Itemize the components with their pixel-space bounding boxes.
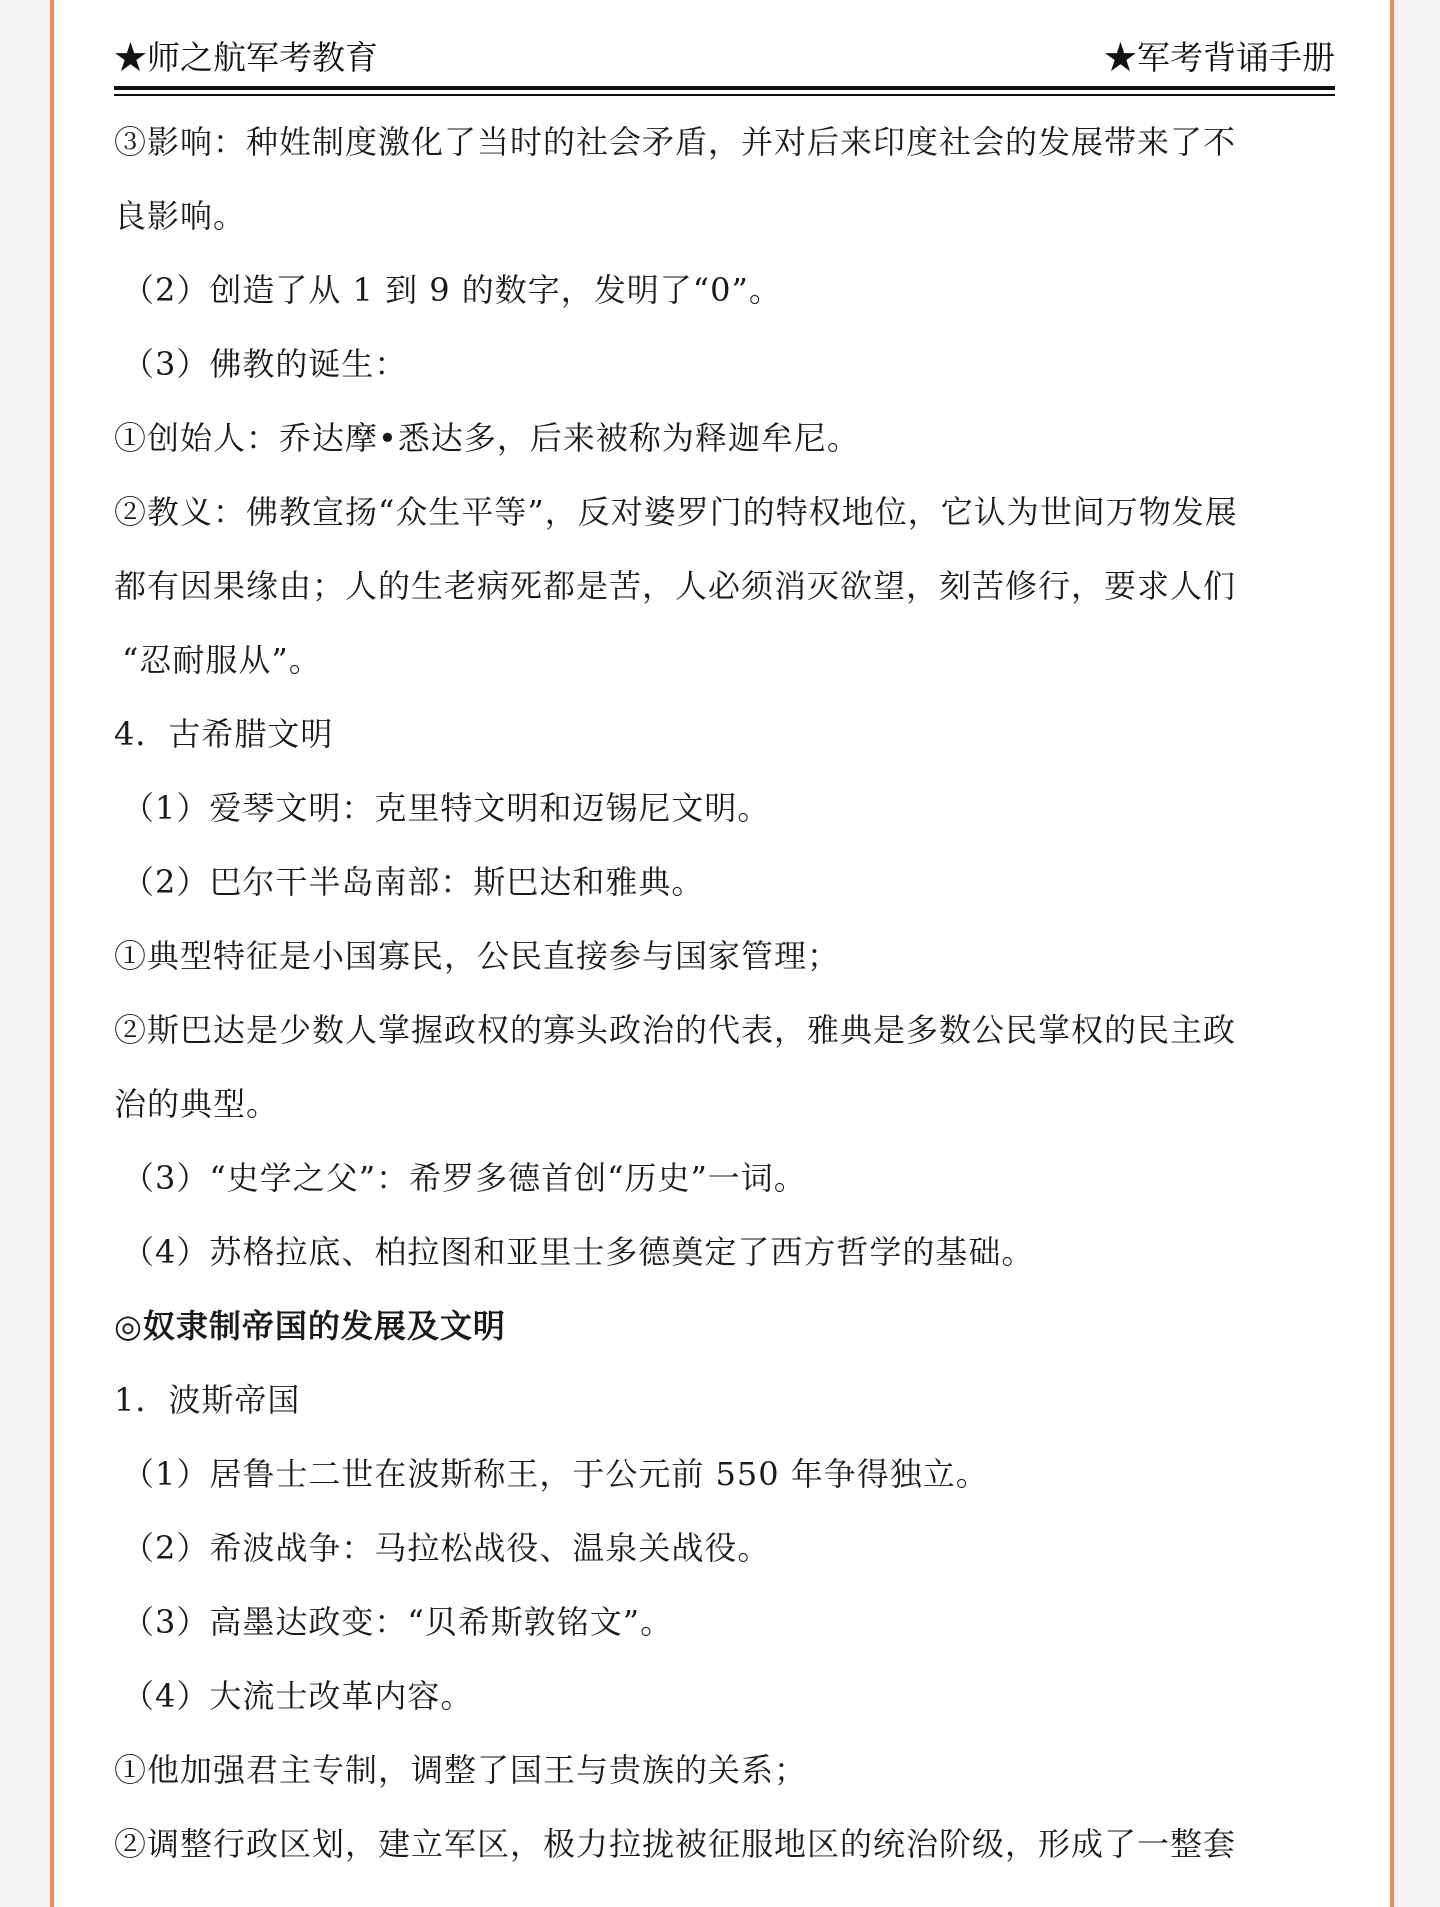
document-page	[50, 0, 1394, 1907]
page-header	[114, 36, 1335, 88]
section-heading: ◎奴隶制帝国的发展及文明	[114, 1307, 506, 1345]
text-line: 治的典型。	[114, 1085, 280, 1123]
header-book-title: ★军考背诵手册	[1104, 38, 1335, 77]
text-line: 都有因果缘由；人的生老病死都是苦，人必须消灭欲望，刻苦修行，要求人们	[114, 567, 1237, 605]
document-body	[114, 105, 1335, 1881]
text-line: ①创始人：乔达摩•悉达多，后来被称为释迦牟尼。	[114, 419, 860, 457]
text-line: 1．波斯帝国	[114, 1381, 301, 1419]
text-line: ②教义：佛教宣扬“众生平等”，反对婆罗门的特权地位，它认为世间万物发展	[114, 493, 1238, 531]
text-line: （2）希波战争：马拉松战役、温泉关战役。	[122, 1529, 771, 1567]
header-publisher: ★师之航军考教育	[114, 38, 378, 77]
text-line: “忍耐服从”。	[122, 641, 322, 679]
text-line: ①典型特征是小国寡民，公民直接参与国家管理；	[114, 937, 841, 975]
text-line: ②调整行政区划，建立军区，极力拉拢被征服地区的统治阶级，形成了一整套	[114, 1825, 1237, 1863]
header-rule-thin	[114, 94, 1335, 96]
text-line: （2）创造了从 1 到 9 的数字，发明了“0”。	[122, 271, 782, 309]
header-rule-thick	[114, 86, 1335, 90]
text-line: ②斯巴达是少数人掌握政权的寡头政治的代表，雅典是多数公民掌权的民主政	[114, 1011, 1237, 1049]
text-line: 良影响。	[114, 197, 247, 235]
text-line: （2）巴尔干半岛南部：斯巴达和雅典。	[122, 863, 705, 901]
text-line: ①他加强君主专制，调整了国王与贵族的关系；	[114, 1751, 808, 1789]
text-line: ③影响：种姓制度激化了当时的社会矛盾，并对后来印度社会的发展带来了不	[114, 123, 1237, 161]
text-line: （1）爱琴文明：克里特文明和迈锡尼文明。	[122, 789, 771, 827]
text-line: （3）“史学之父”：希罗多德首创“历史”一词。	[122, 1159, 807, 1197]
text-line: 4．古希腊文明	[114, 715, 334, 753]
text-line: （4）苏格拉底、柏拉图和亚里士多德奠定了西方哲学的基础。	[122, 1233, 1035, 1271]
text-line: （3）佛教的诞生：	[122, 345, 408, 383]
text-line: （3）高墨达政变：“贝希斯敦铭文”。	[122, 1603, 674, 1641]
text-line: （4）大流士改革内容。	[122, 1677, 474, 1715]
text-line: （1）居鲁士二世在波斯称王，于公元前 550 年争得独立。	[122, 1455, 989, 1493]
